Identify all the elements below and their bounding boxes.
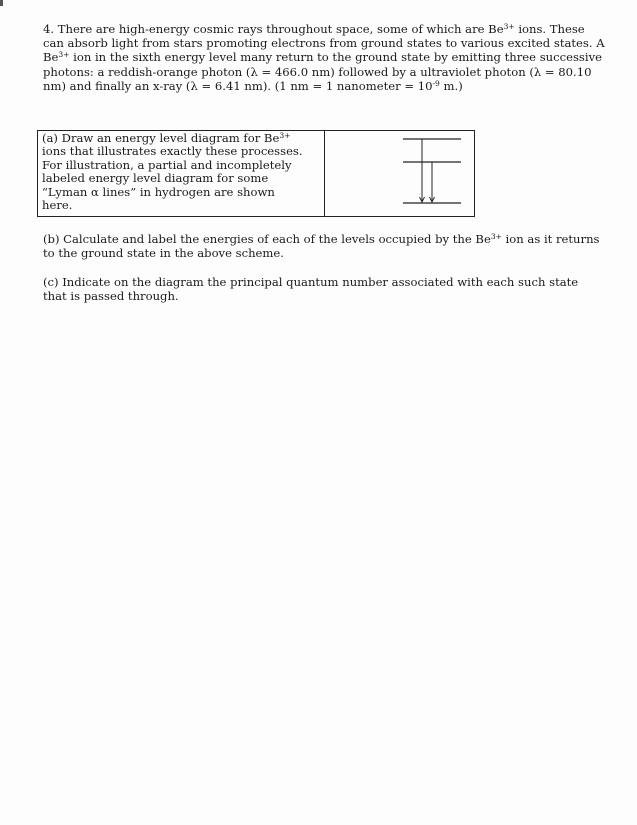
intro-text-3: ion in the sixth energy level many return to the ground state by emitting three successive photons: a reddish-orange photon (λ = 466.0 nm) followed by a ultraviolet photon (λ = 80.10 nm) and finally an x-ray (λ = 6.41 nm). (1 nm = 1 nanometer = 10 bbox=[43, 50, 602, 93]
ion-charge: 3+ bbox=[58, 50, 70, 60]
part-c-question: (c) Indicate on the diagram the principal quantum number associated with each such state that is passed through. bbox=[43, 275, 579, 304]
intro-text-1: 4. There are high-energy cosmic rays throughout space, some of which are Be bbox=[43, 22, 504, 36]
question-4-intro bbox=[43, 22, 608, 93]
ion-charge: 3+ bbox=[279, 131, 291, 140]
energy-level-diagram-cell bbox=[325, 131, 474, 216]
energy-level-diagram bbox=[325, 131, 474, 216]
intro-text-4: m.) bbox=[439, 78, 463, 93]
part-a-text-2: ions that illustrates exactly these processes. For illustration, a partial and incompletely labeled energy level diagram for some “Lyman α lines” in hydrogen are shown here. bbox=[42, 144, 303, 213]
part-b-text-2: ion as it returns to the ground state in the above scheme. bbox=[43, 232, 600, 261]
part-b-question bbox=[43, 232, 603, 260]
scan-mark bbox=[0, 0, 3, 6]
ion-charge: 3+ bbox=[490, 232, 502, 241]
part-b-text-1: (b) Calculate and label the energies of each of the levels occupied by the Be bbox=[43, 232, 491, 246]
ion-charge: 3+ bbox=[503, 22, 515, 31]
part-a-instructions-cell bbox=[38, 131, 325, 216]
exponent: -9 bbox=[432, 78, 440, 88]
intro-text-2: ions. These can absorb light from stars promoting electrons from ground states to various excited states. A Be bbox=[43, 22, 605, 65]
part-a-text bbox=[42, 132, 304, 212]
part-a-text-1: (a) Draw an energy level diagram for Be bbox=[42, 131, 280, 145]
part-a-table bbox=[37, 130, 475, 217]
